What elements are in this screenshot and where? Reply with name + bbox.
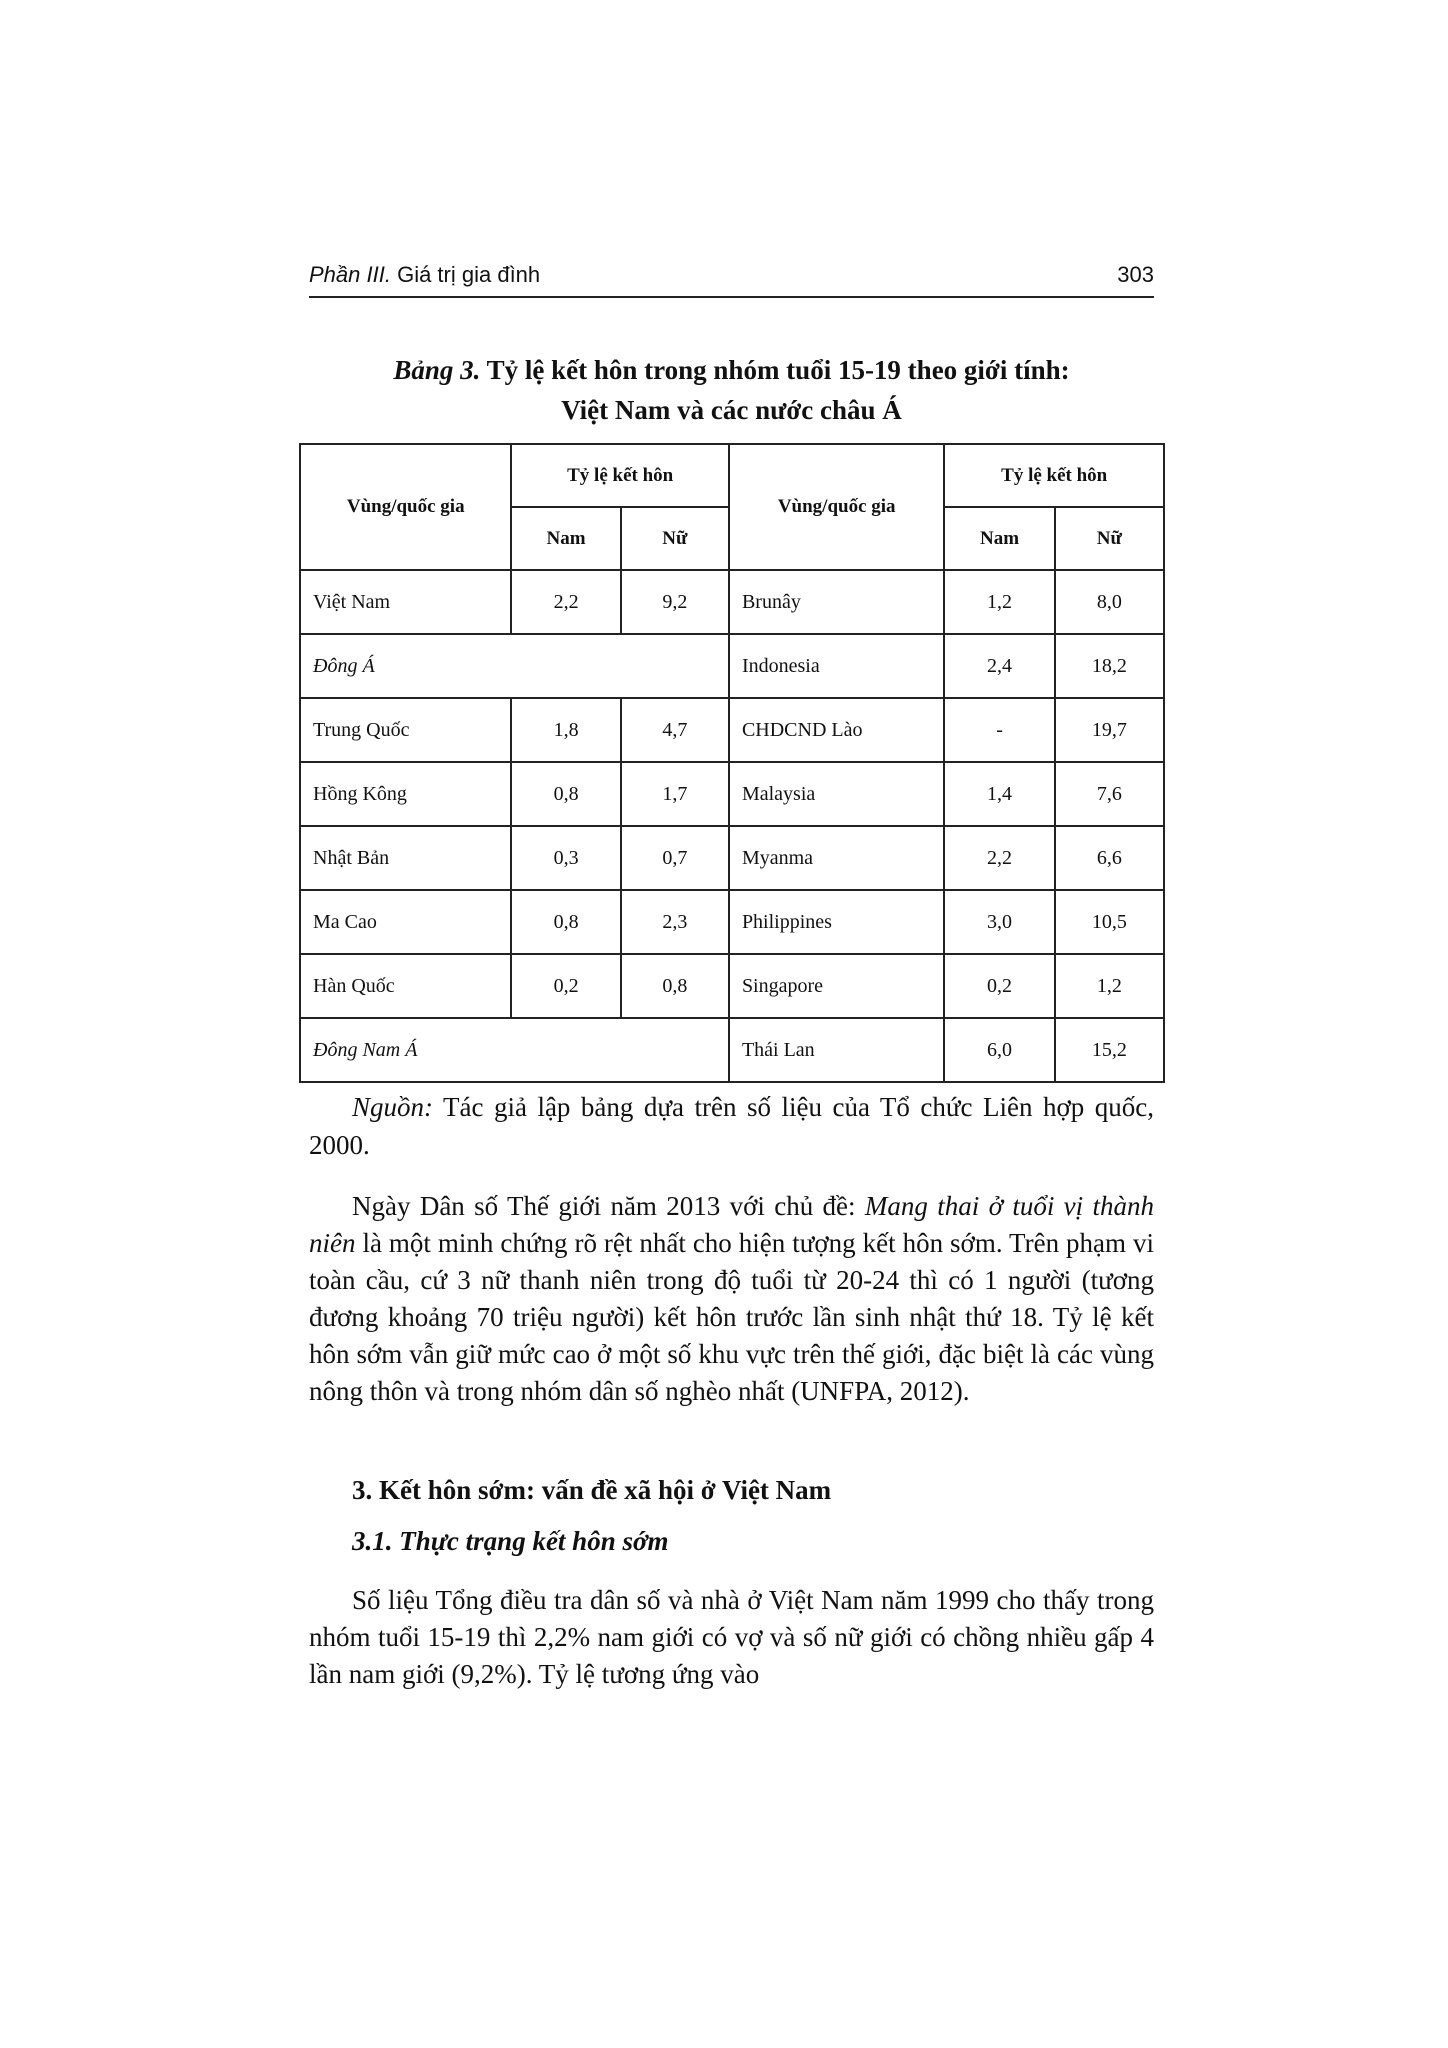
page-number: 303	[1117, 262, 1154, 287]
region-name: Singapore	[729, 954, 944, 1018]
region-name: Malaysia	[729, 762, 944, 826]
paragraph-text: là một minh chứng rõ rệt nhất cho hiện tượng kết hôn sớm. Trên phạm vi toàn cầu, cứ 3 nữ thanh niên trong độ tuổi từ 20-24 thì có 1 người (tương đương khoảng 70 triệu người) kết hôn trước lần sinh nhật thứ 18. Tỷ lệ kết hôn sớm vẫn giữ mức cao ở một số khu vực trên thế giới, đặc biệt là các vùng nông thôn và trong nhóm dân số nghèo nhất (UNFPA, 2012).	[309, 1228, 1154, 1406]
table-row	[300, 1018, 1164, 1082]
table-row	[300, 634, 1164, 698]
female-rate: 0,7	[621, 826, 729, 890]
header-female-left: Nữ	[621, 507, 729, 570]
region-name: Nhật Bản	[300, 826, 511, 890]
region-name: Thái Lan	[729, 1018, 944, 1082]
header-region-left: Vùng/quốc gia	[300, 444, 511, 570]
region-name: Hàn Quốc	[300, 954, 511, 1018]
male-rate: 1,4	[944, 762, 1054, 826]
paragraph: Số liệu Tổng điều tra dân số và nhà ở Việt Nam năm 1999 cho thấy trong nhóm tuổi 15-19 thì 2,2% nam giới có vợ và số nữ giới có chồng nhiều gấp 4 lần nam giới (9,2%). Tỷ lệ tương ứng vào	[309, 1585, 1154, 1689]
region-name: Việt Nam	[300, 570, 511, 634]
region-name: CHDCND Lào	[729, 698, 944, 762]
female-rate: 1,7	[621, 762, 729, 826]
female-rate: 18,2	[1055, 634, 1164, 698]
male-rate: 2,2	[944, 826, 1054, 890]
female-rate: 19,7	[1055, 698, 1164, 762]
table-row	[300, 890, 1164, 954]
part-label: Phần III.	[309, 262, 391, 287]
paragraph-emphasis: Mang thai ở tuổi vị thành niên	[309, 1191, 1154, 1258]
male-rate: -	[944, 698, 1054, 762]
source-label: Nguồn:	[352, 1092, 433, 1122]
paragraph	[309, 1188, 1154, 1410]
caption-line-2: Việt Nam và các nước châu Á	[561, 395, 902, 425]
group-label: Đông Á	[300, 634, 729, 698]
region-name: Trung Quốc	[300, 698, 511, 762]
female-rate: 8,0	[1055, 570, 1164, 634]
male-rate: 6,0	[944, 1018, 1054, 1082]
paragraph-text: Ngày Dân số Thế giới năm 2013 với chủ đề:	[352, 1191, 865, 1221]
male-rate: 0,3	[511, 826, 620, 890]
table-source-note	[309, 1088, 1154, 1164]
section-heading: 3. Kết hôn sớm: vấn đề xã hội ở Việt Nam	[352, 1475, 832, 1505]
male-rate: 3,0	[944, 890, 1054, 954]
running-title	[309, 262, 540, 288]
running-header	[309, 260, 1154, 298]
region-name: Brunây	[729, 570, 944, 634]
male-rate: 0,8	[511, 762, 620, 826]
region-name: Hồng Kông	[300, 762, 511, 826]
header-male-right: Nam	[944, 507, 1054, 570]
table-row	[300, 570, 1164, 634]
female-rate: 7,6	[1055, 762, 1164, 826]
table-row	[300, 826, 1164, 890]
group-label: Đông Nam Á	[300, 1018, 729, 1082]
region-name: Myanma	[729, 826, 944, 890]
region-name: Indonesia	[729, 634, 944, 698]
male-rate: 2,4	[944, 634, 1054, 698]
table-row	[300, 762, 1164, 826]
caption-label: Bảng 3.	[393, 355, 481, 385]
header-region-right: Vùng/quốc gia	[729, 444, 944, 570]
female-rate: 9,2	[621, 570, 729, 634]
subsection-heading: 3.1. Thực trạng kết hôn sớm	[352, 1526, 669, 1556]
male-rate: 1,8	[511, 698, 620, 762]
female-rate: 0,8	[621, 954, 729, 1018]
header-rate-right: Tỷ lệ kết hôn	[944, 444, 1164, 507]
caption-line-1	[309, 350, 1154, 390]
table-row	[300, 698, 1164, 762]
source-text: Tác giả lập bảng dựa trên số liệu của Tổ chức Liên hợp quốc, 2000.	[309, 1092, 1154, 1160]
female-rate: 6,6	[1055, 826, 1164, 890]
region-name: Philippines	[729, 890, 944, 954]
header-rate-left: Tỷ lệ kết hôn	[511, 444, 729, 507]
table-caption	[309, 350, 1154, 430]
caption-text-1: Tỷ lệ kết hôn trong nhóm tuổi 15-19 theo giới tính:	[486, 355, 1070, 385]
female-rate: 10,5	[1055, 890, 1164, 954]
header-female-right: Nữ	[1055, 507, 1164, 570]
female-rate: 1,2	[1055, 954, 1164, 1018]
header-male-left: Nam	[511, 507, 620, 570]
male-rate: 2,2	[511, 570, 620, 634]
male-rate: 0,2	[944, 954, 1054, 1018]
marriage-rate-table	[299, 443, 1165, 1083]
region-name: Ma Cao	[300, 890, 511, 954]
male-rate: 0,8	[511, 890, 620, 954]
part-title: Giá trị gia đình	[397, 262, 541, 287]
male-rate: 0,2	[511, 954, 620, 1018]
female-rate: 4,7	[621, 698, 729, 762]
male-rate: 1,2	[944, 570, 1054, 634]
female-rate: 2,3	[621, 890, 729, 954]
table-row	[300, 954, 1164, 1018]
female-rate: 15,2	[1055, 1018, 1164, 1082]
